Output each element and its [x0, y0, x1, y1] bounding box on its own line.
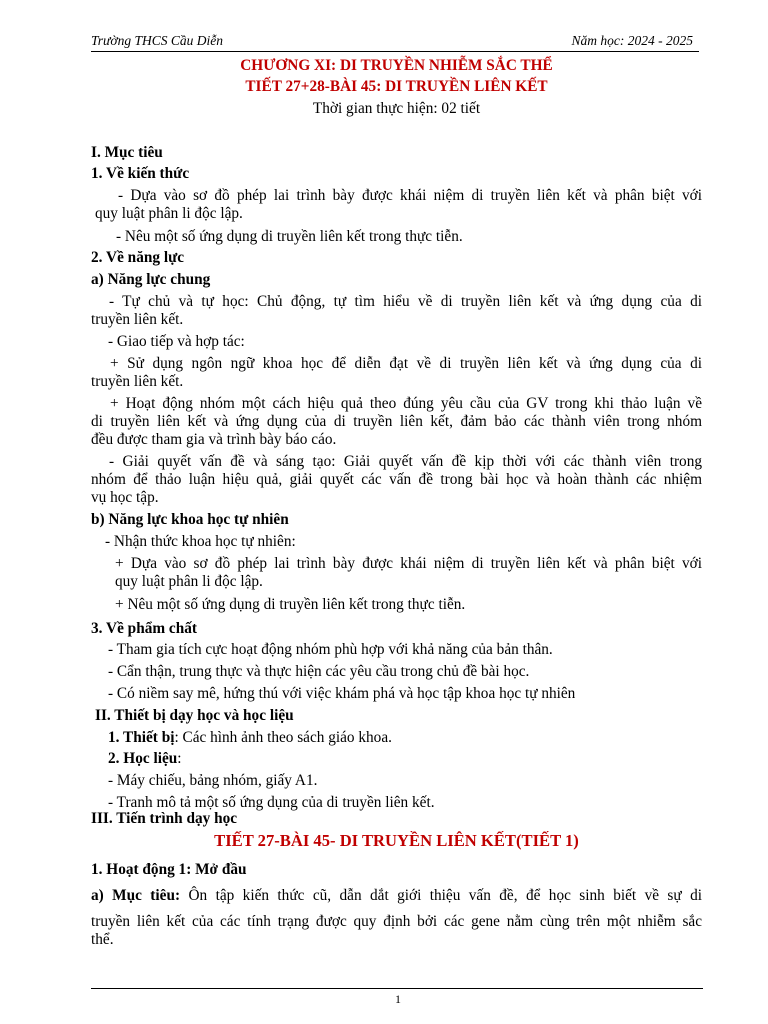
lesson-title: TIẾT 27+28-BÀI 45: DI TRUYỀN LIÊN KẾT	[245, 78, 548, 95]
aim-text-1: Ôn tập kiến thức cũ, dẫn dắt giới thiệu vấn đề, để học sinh biết về sự di	[180, 887, 702, 904]
section-process-heading: III. Tiến trình dạy học	[91, 810, 238, 827]
general-ability-4: + Hoạt động nhóm một cách hiệu quả theo đúng yêu cầu của GV trong khi thảo luận về	[110, 395, 702, 412]
quality-1: - Tham gia tích cực hoạt động nhóm phù hợp với khả năng của bản thân.	[108, 641, 553, 658]
general-ability-3: + Sử dụng ngôn ngữ khoa học để diễn đạt về di truyền liên kết và ứng dụng của di	[110, 355, 702, 372]
footer-rule	[91, 988, 703, 989]
general-ability-heading: a) Năng lực chung	[91, 271, 211, 288]
general-ability-4-cont: di truyền liên kết và ứng dụng của di truyền liên kết, đảm bảo các thành viên trong nhóm	[91, 413, 702, 430]
general-ability-5-cont2: vụ học tập.	[91, 489, 159, 506]
general-ability-2: - Giao tiếp và hợp tác:	[108, 333, 245, 350]
general-ability-4-cont2: đều được tham gia và trình bày báo cáo.	[91, 431, 337, 448]
equipment-text: : Các hình ảnh theo sách giáo khoa.	[174, 729, 392, 746]
aim-line-3: thể.	[91, 931, 114, 948]
chapter-title: CHƯƠNG XI: DI TRUYỀN NHIỄM SẮC THỂ	[240, 57, 553, 74]
period-title: TIẾT 27-BÀI 45- DI TRUYỀN LIÊN KẾT(TIẾT 1)	[214, 831, 579, 850]
aim-line-2: truyền liên kết của các tính trạng được quy định bởi các gene nằm cùng trên một nhiễm sắc	[91, 913, 702, 930]
page-number: 1	[395, 992, 401, 1006]
knowledge-item-1-cont: quy luật phân li độc lập.	[95, 205, 243, 222]
equipment-label: 1. Thiết bị	[108, 729, 175, 746]
section-objectives-heading: I. Mục tiêu	[91, 144, 163, 161]
duration: Thời gian thực hiện: 02 tiết	[312, 100, 481, 117]
section-equipment-heading: II. Thiết bị dạy học và học liệu	[95, 707, 294, 724]
quality-3: - Có niềm say mê, hứng thú với việc khám phá và học tập khoa học tự nhiên	[108, 685, 576, 702]
general-ability-1: - Tự chủ và tự học: Chủ động, tự tìm hiểu về di truyền liên kết và ứng dụng của di	[109, 293, 702, 310]
general-ability-5-cont: nhóm để thảo luận hiệu quả, giải quyết các vấn đề trong bài học và hoàn thành các nhiệm	[91, 471, 702, 488]
materials-label: 2. Học liệu	[108, 750, 178, 767]
general-ability-1-cont: truyền liên kết.	[91, 311, 184, 328]
quality-2: - Cẩn thận, trung thực và thực hiện các yêu cầu trong chủ đề bài học.	[108, 663, 530, 680]
science-ability-3: + Nêu một số ứng dụng di truyền liên kết trong thực tiễn.	[115, 596, 466, 613]
knowledge-item-1: - Dựa vào sơ đồ phép lai trình bày được khái niệm di truyền liên kết và phân biệt với	[118, 187, 702, 204]
material-2: - Tranh mô tả một số ứng dụng của di truyền liên kết.	[108, 794, 435, 811]
quality-heading: 3. Về phẩm chất	[91, 620, 197, 637]
school-year: Năm học: 2024 - 2025	[571, 33, 693, 48]
aim-line-1	[91, 887, 702, 905]
knowledge-item-2: - Nêu một số ứng dụng di truyền liên kết trong thực tiễn.	[116, 228, 463, 245]
materials-line	[108, 750, 719, 768]
science-ability-2-cont: quy luật phân li độc lập.	[115, 573, 263, 590]
activity-1-heading: 1. Hoạt động 1: Mở đầu	[91, 861, 247, 878]
school-name: Trường THCS Cầu Diễn	[91, 33, 223, 48]
science-ability-2: + Dựa vào sơ đồ phép lai trình bày được khái niệm di truyền liên kết và phân biệt với	[115, 555, 702, 572]
general-ability-3-cont: truyền liên kết.	[91, 373, 184, 390]
equipment-line	[108, 729, 719, 747]
material-1: - Máy chiếu, bảng nhóm, giấy A1.	[108, 772, 318, 789]
ability-heading: 2. Về năng lực	[91, 249, 185, 266]
science-ability-1: - Nhận thức khoa học tự nhiên:	[105, 533, 296, 550]
science-ability-heading: b) Năng lực khoa học tự nhiên	[91, 511, 289, 528]
knowledge-heading: 1. Về kiến thức	[91, 165, 190, 182]
general-ability-5: - Giải quyết vấn đề và sáng tạo: Giải quyết vấn đề kịp thời với các thành viên trong	[109, 453, 702, 470]
materials-colon: :	[177, 750, 182, 767]
page-header	[91, 33, 699, 52]
aim-label: a) Mục tiêu:	[91, 887, 181, 904]
